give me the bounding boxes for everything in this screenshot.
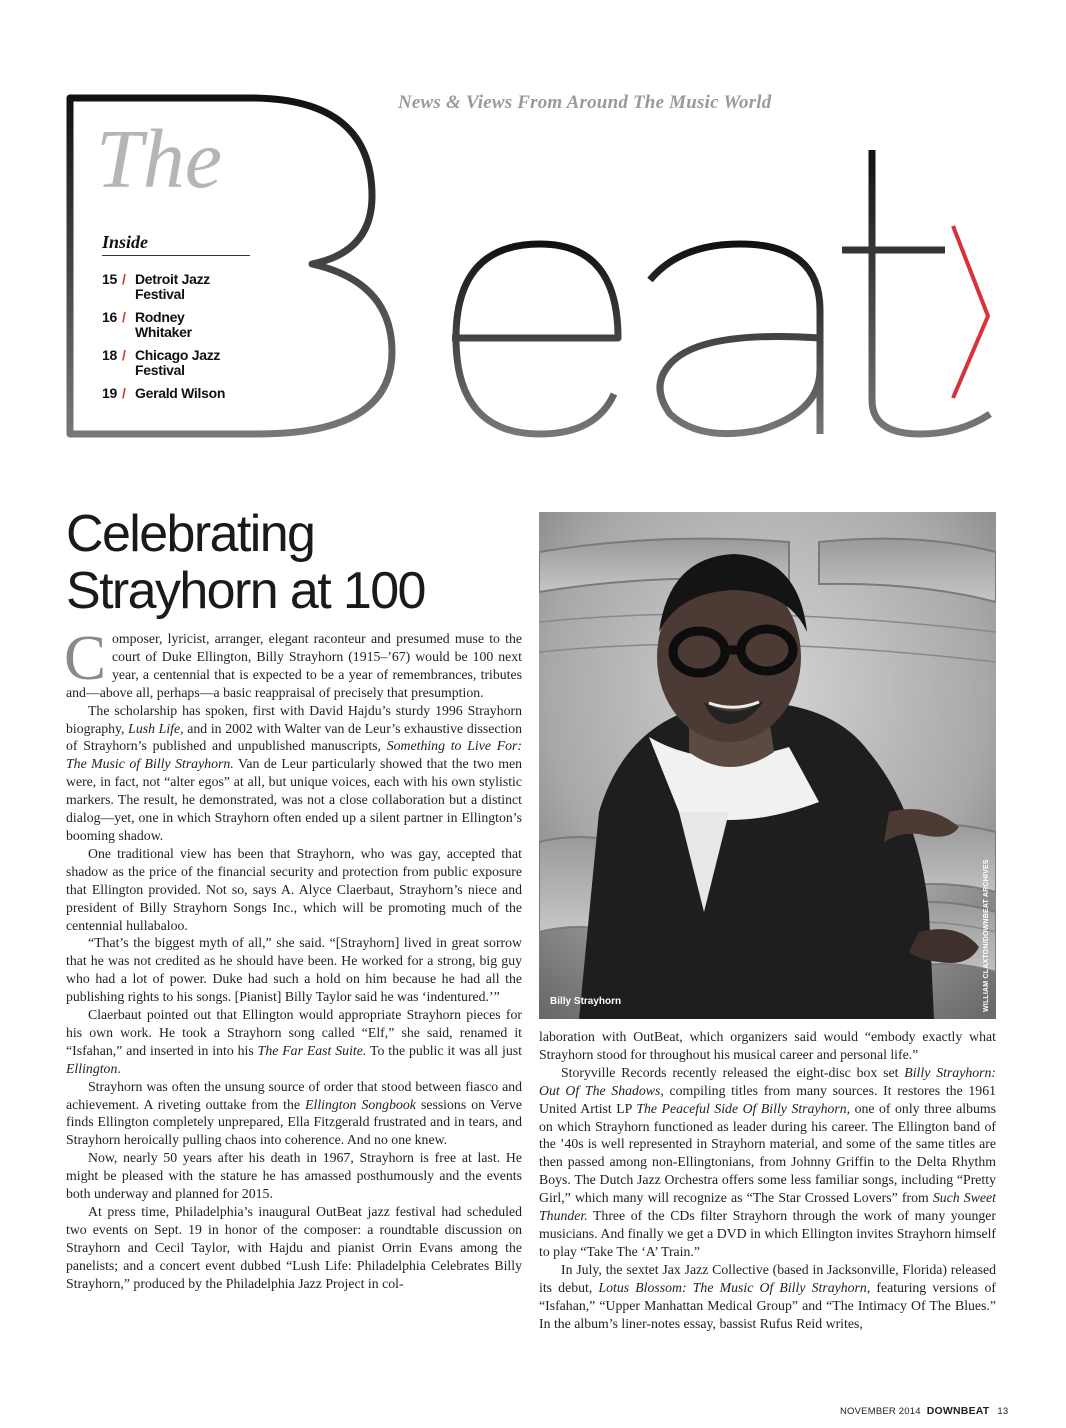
inside-item[interactable] xyxy=(102,310,272,340)
inside-item-title: Gerald Wilson xyxy=(135,385,226,401)
logo-letter-t xyxy=(842,150,990,434)
paragraph: In July, the sextet Jax Jazz Collective (based in Jacksonville, Florida) released its debut, Lotus Blossom: The Music Of Billy Strayhorn, featuring versions of “Isfahan,” “Upper Manhattan Medical Group” and “The Intimacy Of The Blues.” In the album’s liner-notes essay, bassist Rufus Reid writes, xyxy=(539,1261,996,1331)
inside-item-page: 18 xyxy=(102,347,117,363)
slash-separator: / xyxy=(122,347,126,363)
logo-letter-a xyxy=(650,244,820,434)
footer-issue: NOVEMBER 2014 xyxy=(840,1406,921,1417)
page-footer xyxy=(840,1405,1008,1417)
footer-magazine: DOWNBEAT xyxy=(926,1405,990,1417)
headline-line-1: Celebrating xyxy=(66,505,315,563)
logo-letter-e xyxy=(452,244,618,434)
inside-item-title: Detroit Jazz Festival xyxy=(135,271,210,302)
slash-separator: / xyxy=(122,271,126,287)
inside-label: Inside xyxy=(102,232,149,252)
article-column-right xyxy=(539,1028,996,1332)
paragraph: Storyville Records recently released the eight-disc box set Billy Strayhorn: Out Of The Shadows, compiling titles from many sources. It restores the 1961 United Artist LP The Peaceful Side Of Billy Strayhorn, one of only three albums on which Strayhorn functioned as leader during his career. The Ellington band of the ’40s is well represented in Strayhorn material, and some of the same titles are then passed among non-Ellingtonians, from Johnny Griffin to the Delta Rhythm Boys. The Dutch Jazz Orchestra offers some less familiar songs, including “Pretty Girl,” which many will recognize as “The Star Crossed Lovers” from Such Sweet Thunder. Three of the CDs filter Strayhorn through the work of many younger musicians. And finally we get a DVD in which Ellington invites Strayhorn himself to play “Take The ‘A’ Train.” xyxy=(539,1064,997,1259)
paragraph: Claerbaut pointed out that Ellington would appropriate Strayhorn pieces for his own work. He took a Strayhorn song called “Elf,” she said, renamed it “Isfahan,” and inserted in into his The Far East Suite. To the public it was all just Ellington. xyxy=(66,1007,522,1076)
inside-item-page: 16 xyxy=(102,309,117,325)
chevron-right-icon xyxy=(953,226,988,398)
header-tagline: News & Views From Around The Music World xyxy=(398,92,772,113)
inside-list xyxy=(102,272,272,409)
article-headline xyxy=(66,506,526,620)
page-number: 13 xyxy=(997,1406,1009,1417)
header-the: The xyxy=(96,113,222,206)
paragraph: Strayhorn was often the unsung source of order that stood between fiasco and achievement. A riveting outtake from the Ellington Songbook sessions on Verve finds Ellington completely unprepared, Ella Fitzgerald frustrated and in tears, and Strayhorn heroically pulling chaos into coherence. And no one knew. xyxy=(66,1078,522,1148)
paragraph: Now, nearly 50 years after his death in 1967, Strayhorn is free at last. He might be pleased with the stature he has amassed posthumously and the events both underway and planned for 2015. xyxy=(66,1150,522,1202)
strayhorn-photo xyxy=(539,512,996,1019)
inside-item-title: Rodney Whitaker xyxy=(135,309,192,340)
headline-line-2: Strayhorn at 100 xyxy=(66,562,425,620)
article-column-left xyxy=(64,623,523,1293)
inside-item[interactable] xyxy=(102,348,272,378)
inside-item[interactable] xyxy=(102,272,272,302)
inside-item-page: 15 xyxy=(102,271,117,287)
drop-cap: C xyxy=(64,623,107,693)
photo-caption: Billy Strayhorn xyxy=(550,996,622,1007)
paragraph: Composer, lyricist, arranger, elegant raconteur and presumed muse to the court of Duke Ellington, Billy Strayhorn (1915–’67) would be 100 next year, a centennial that is expected to be a year of remembrances, tributes and—above all, perhaps—a basic reappraisal of precisely that presumption. xyxy=(64,623,522,700)
photo-credit: WILLIAM CLAXTON/DOWNBEAT ARCHIVES xyxy=(983,859,990,1012)
paragraph: The scholarship has spoken, first with David Hajdu’s sturdy 1996 Strayhorn biography, Lush Life, and in 2002 with Walter van de Leur’s exhaustive dissection of Strayhorn’s published and unpublished manuscripts, Something to Live For: The Music of Billy Strayhorn. Van de Leur particularly showed that the two men were, in fact, not “alter egos” at all, but unique voices, each with his own stylistic markers. The result, he demonstrated, was not a close collaboration but a distinct dialog—yet, one in which Strayhorn often ended up a silent partner in Ellington’s booming shadow. xyxy=(66,702,523,843)
inside-item-title: Chicago Jazz Festival xyxy=(135,347,221,378)
paragraph: At press time, Philadelphia’s inaugural OutBeat jazz festival had scheduled two events on Sept. 19 in honor of the composer: a roundtable discussion on Strayhorn and Cecil Taylor, with Hajdu and pianist Orrin Evans among the panelists; and a concert event dubbed “Lush Life: Philadelphia Celebrates Billy Strayhorn,” produced by the Philadelphia Jazz Project in col- xyxy=(66,1204,522,1291)
paragraph: laboration with OutBeat, which organizers said would “embody exactly what Strayhorn stood for throughout his musical career and personal life.” xyxy=(539,1029,996,1062)
inside-item-page: 19 xyxy=(102,385,117,401)
slash-separator: / xyxy=(122,385,126,401)
slash-separator: / xyxy=(122,309,126,325)
inside-item[interactable] xyxy=(102,386,272,401)
inside-divider xyxy=(102,255,250,256)
paragraph: One traditional view has been that Strayhorn, who was gay, accepted that shadow as the price of the financial security and protection from public exposure that Ellington provided. Not so, says A. Alyce Claerbaut, Strayhorn’s niece and president of Billy Strayhorn Songs Inc., which will be promoting much of the centennial hullabaloo. xyxy=(66,845,522,933)
paragraph: “That’s the biggest myth of all,” she said. “[Strayhorn] lived in great sorrow that he was not credited as he should have been. He worked for a strong, big guy who had a lot of power. Duke had such a hold on him because he had all the publishing rights to his songs. [Pianist] Billy Taylor said he was ‘indentured.’” xyxy=(66,935,522,1005)
